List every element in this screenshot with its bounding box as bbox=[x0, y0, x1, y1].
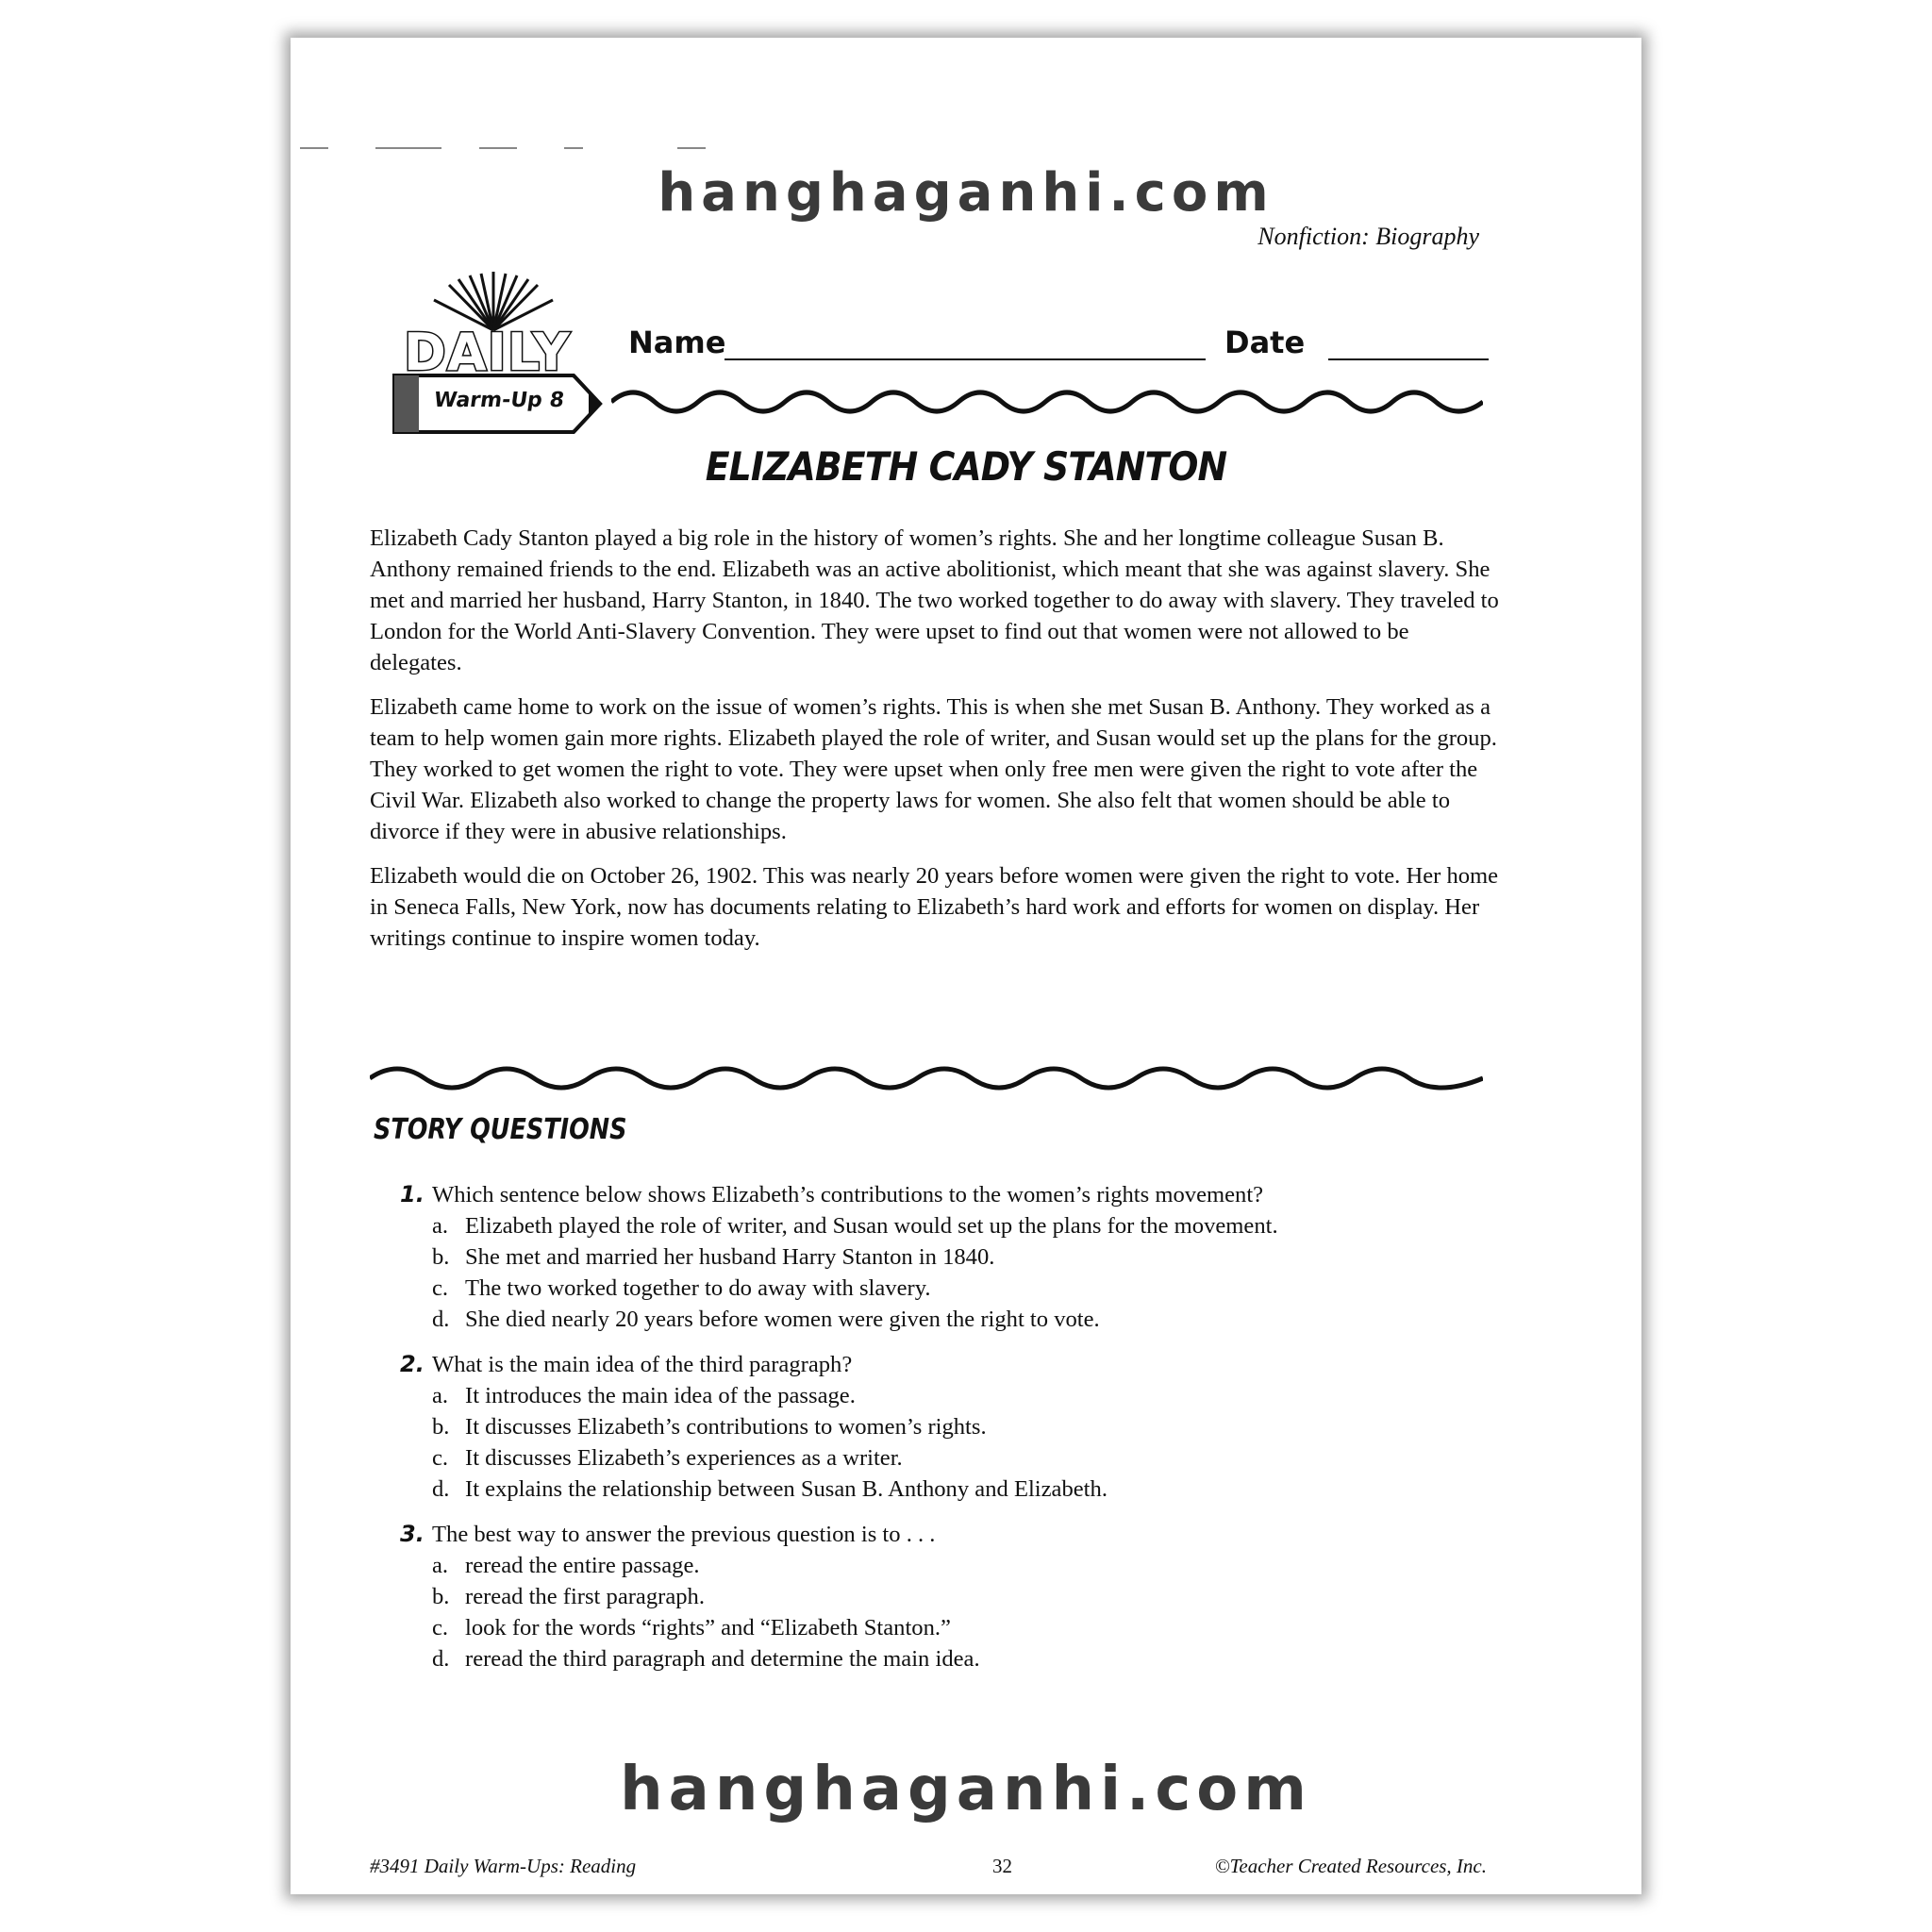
footer-page-number: 32 bbox=[992, 1855, 1012, 1877]
genre-label: Nonfiction: Biography bbox=[1257, 223, 1479, 250]
option-letter: c. bbox=[432, 1615, 449, 1641]
option-letter: a. bbox=[432, 1553, 449, 1578]
footer-copyright: ©Teacher Created Resources, Inc. bbox=[1214, 1855, 1487, 1877]
option-text: It discusses Elizabeth’s experiences as a writer. bbox=[465, 1445, 903, 1471]
option-letter: c. bbox=[432, 1275, 449, 1301]
answer-option[interactable] bbox=[432, 1241, 1485, 1273]
worksheet-header bbox=[375, 264, 1489, 453]
option-letter: a. bbox=[432, 1213, 449, 1239]
option-text: She met and married her husband Harry Stanton in 1840. bbox=[465, 1244, 995, 1270]
answer-option[interactable] bbox=[432, 1643, 1485, 1674]
question-number: 3. bbox=[400, 1521, 425, 1547]
option-letter: b. bbox=[432, 1414, 450, 1440]
date-field[interactable] bbox=[1328, 358, 1489, 360]
option-text: It discusses Elizabeth’s contributions to women’s rights. bbox=[465, 1414, 987, 1440]
date-label: Date bbox=[1224, 325, 1306, 360]
question-2 bbox=[400, 1349, 1485, 1505]
passage-paragraph-3: Elizabeth would die on October 26, 1902. This was nearly 20 years before women were given the right to vote. Her home in Seneca Falls, New York, now has documents relating to Elizabeth’s hard work and efforts for women on display. Her writings continue to inspire women today. bbox=[370, 863, 1499, 951]
daily-warmup-logo bbox=[375, 264, 611, 443]
option-text: It introduces the main idea of the passage. bbox=[465, 1383, 856, 1408]
question-1 bbox=[400, 1179, 1485, 1335]
name-label: Name bbox=[628, 325, 726, 360]
answer-option[interactable] bbox=[432, 1550, 1485, 1581]
question-3 bbox=[400, 1519, 1485, 1674]
story-questions-heading: STORY QUESTIONS bbox=[374, 1113, 627, 1146]
option-letter: d. bbox=[432, 1476, 450, 1502]
passage-paragraph-1: Elizabeth Cady Stanton played a big role in the history of women’s rights. She and her longtime colleague Susan B. Anthony remained friends to the end. Elizabeth was an active abolitionist, which meant that she was against slavery. She met and married her husband, Harry Stanton, in 1840. The two worked together to do away with slavery. They traveled to London for the World Anti-Slavery Convention. They were upset to find out that women were not allowed to be delegates. bbox=[370, 525, 1499, 675]
option-letter: b. bbox=[432, 1584, 450, 1609]
watermark-bottom: hanghaganhi.com bbox=[620, 1755, 1312, 1824]
answer-option[interactable] bbox=[432, 1474, 1485, 1505]
page-title: ELIZABETH CADY STANTON bbox=[705, 443, 1227, 490]
option-letter: d. bbox=[432, 1307, 450, 1332]
name-field[interactable] bbox=[724, 358, 1206, 360]
footer-book-title: #3491 Daily Warm-Ups: Reading bbox=[370, 1855, 637, 1877]
answer-option[interactable] bbox=[432, 1612, 1485, 1643]
option-letter: c. bbox=[432, 1445, 449, 1471]
question-list bbox=[400, 1179, 1485, 1689]
option-text: reread the first paragraph. bbox=[465, 1584, 705, 1609]
option-letter: a. bbox=[432, 1383, 449, 1408]
option-text: The two worked together to do away with slavery. bbox=[465, 1275, 931, 1301]
question-stem: The best way to answer the previous question is to . . . bbox=[432, 1522, 936, 1547]
option-text: reread the entire passage. bbox=[465, 1553, 700, 1578]
answer-option[interactable] bbox=[432, 1411, 1485, 1442]
option-letter: d. bbox=[432, 1646, 450, 1672]
answer-option[interactable] bbox=[432, 1304, 1485, 1335]
option-text: Elizabeth played the role of writer, and Susan would set up the plans for the movement. bbox=[465, 1213, 1278, 1239]
logo-daily-text: DAILY bbox=[404, 323, 571, 382]
question-number: 1. bbox=[400, 1181, 425, 1208]
answer-option[interactable] bbox=[432, 1273, 1485, 1304]
logo-warmup-text: Warm-Up 8 bbox=[432, 389, 566, 412]
section-wave-divider bbox=[370, 1059, 1483, 1097]
option-text: It explains the relationship between Susan B. Anthony and Elizabeth. bbox=[465, 1476, 1108, 1502]
worksheet-page bbox=[291, 38, 1641, 1894]
question-number: 2. bbox=[400, 1351, 425, 1377]
option-text: She died nearly 20 years before women were given the right to vote. bbox=[465, 1307, 1100, 1332]
scan-artifact-line bbox=[300, 145, 1621, 151]
passage-paragraph-2: Elizabeth came home to work on the issue of women’s rights. This is when she met Susan B. Anthony. They worked as a team to help women gain more rights. Elizabeth played the role of writer, and Susan would set up the plans for the group. They worked to get women the right to vote. They were upset when only free men were given the right to vote after the Civil War. Elizabeth also worked to change the property laws for women. She also felt that women should be able to divorce if they were in abusive relationships. bbox=[370, 694, 1497, 844]
option-text: reread the third paragraph and determine the main idea. bbox=[465, 1646, 980, 1672]
question-stem: What is the main idea of the third paragraph? bbox=[432, 1352, 853, 1377]
answer-option[interactable] bbox=[432, 1210, 1485, 1241]
answer-option[interactable] bbox=[432, 1442, 1485, 1474]
header-wave-divider bbox=[611, 383, 1483, 421]
reading-passage bbox=[370, 523, 1502, 967]
answer-option[interactable] bbox=[432, 1581, 1485, 1612]
option-text: look for the words “rights” and “Elizabeth Stanton.” bbox=[465, 1615, 951, 1641]
option-letter: b. bbox=[432, 1244, 450, 1270]
watermark-top: hanghaganhi.com bbox=[658, 162, 1274, 224]
answer-option[interactable] bbox=[432, 1380, 1485, 1411]
question-stem: Which sentence below shows Elizabeth’s contributions to the women’s rights movement? bbox=[432, 1182, 1264, 1208]
